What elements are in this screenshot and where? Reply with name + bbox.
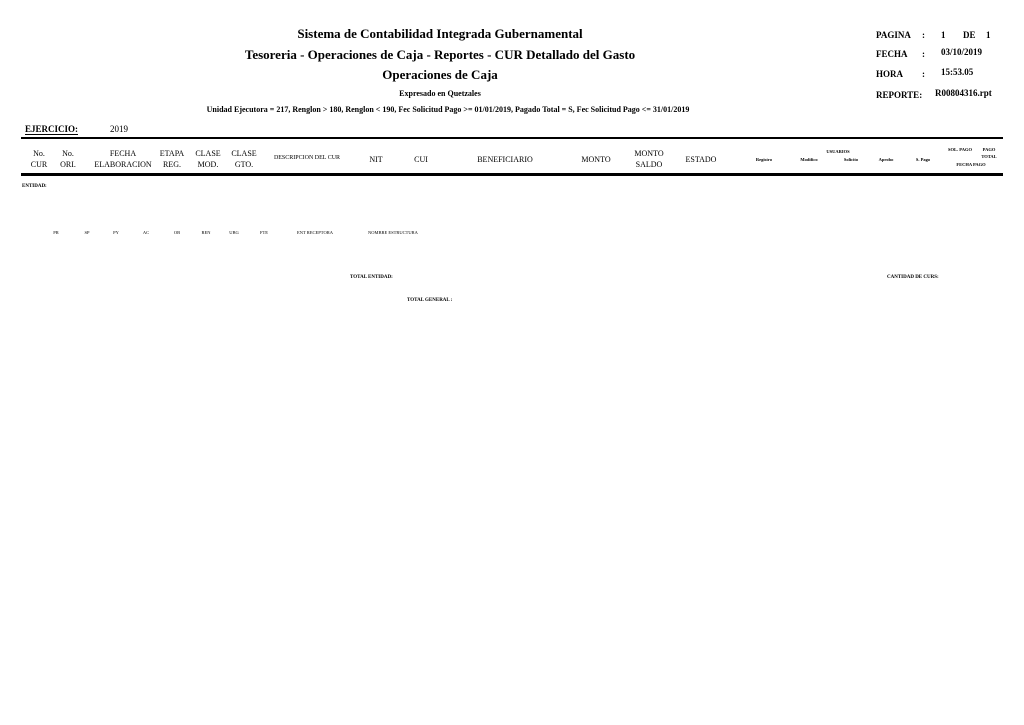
sub-col-fte: FTE xyxy=(259,230,269,235)
col-beneficiario: BENEFICIARIO xyxy=(477,155,533,164)
col-no-cur: No. CUR xyxy=(30,149,48,169)
col-s-pago: S. Pago xyxy=(915,157,931,162)
report-filter: Unidad Ejecutora = 217, Renglon > 180, Renglon < 190, Fec Solicitud Pago >= 01/01/2019, Pagado Total = S, Fec Solicitud Pago <= 31/01/2019 xyxy=(206,105,690,114)
sub-col-ent-receptora: ENT RECEPTORA xyxy=(297,230,333,235)
col-usuarios: USUARIOS xyxy=(826,149,850,154)
sub-col-ob: OB xyxy=(173,230,181,235)
sub-col-ubg: UBG xyxy=(229,230,239,235)
col-nit: NIT xyxy=(369,155,383,164)
col-no-ori: No. ORI. xyxy=(60,149,76,169)
currency-note: Expresado en Quetzales xyxy=(399,89,481,98)
de-label: DE xyxy=(963,30,976,40)
col-registro: Registro xyxy=(755,157,773,162)
col-clase-gto: CLASE GTO. xyxy=(231,149,257,169)
report-subtitle: Tesoreria - Operaciones de Caja - Reportes - CUR Detallado del Gasto xyxy=(244,47,636,62)
sub-col-ac: AC xyxy=(142,230,150,235)
col-clase-mod: CLASE MOD. xyxy=(195,149,221,169)
de-value: 1 xyxy=(986,30,991,40)
col-etapa-reg: ETAPA REG. xyxy=(159,149,185,169)
col-aprobo: Aprobo xyxy=(878,157,894,162)
hora-value: 15:53.05 xyxy=(941,67,974,77)
col-estado: ESTADO xyxy=(685,155,717,164)
report-section: Operaciones de Caja xyxy=(382,67,498,82)
fecha-label: FECHA xyxy=(876,49,908,59)
col-fecha-pago: FECHA PAGO xyxy=(956,162,986,167)
header-bottom-rule xyxy=(21,173,1003,176)
entidad-label: ENTIDAD: xyxy=(22,184,47,189)
hora-label: HORA xyxy=(876,69,903,79)
col-solicito: Solicito xyxy=(843,157,859,162)
sub-col-ren: REN xyxy=(201,230,211,235)
header-top-rule xyxy=(21,137,1003,139)
pagina-label: PAGINA xyxy=(876,30,911,40)
col-sol-pago: SOL. PAGO xyxy=(948,147,972,152)
col-monto-saldo: MONTO SALDO xyxy=(634,149,664,169)
reporte-value: R00804316.rpt xyxy=(935,88,992,98)
col-cui: CUI xyxy=(414,155,428,164)
hora-colon: : xyxy=(922,69,925,79)
pagina-colon: : xyxy=(922,30,925,40)
reporte-label: REPORTE: xyxy=(876,90,923,100)
fecha-colon: : xyxy=(922,49,925,59)
col-fecha-elaboracion: FECHA ELABORACION xyxy=(94,149,152,169)
cantidad-curs-label: CANTIDAD DE CURS: xyxy=(887,275,939,280)
col-pago: PAGO xyxy=(982,147,996,152)
sub-col-py: PY xyxy=(113,230,119,235)
sub-col-sp: SP xyxy=(84,230,90,235)
ejercicio-value: 2019 xyxy=(110,124,128,134)
fecha-value: 03/10/2019 xyxy=(941,47,983,57)
ejercicio-label: EJERCICIO: xyxy=(25,124,79,134)
col-total: TOTAL xyxy=(981,154,997,159)
col-monto: MONTO xyxy=(581,155,611,164)
total-general-label: TOTAL GENERAL : xyxy=(407,298,453,303)
col-modifico: Modifico xyxy=(800,157,818,162)
sub-col-pr: PR xyxy=(53,230,59,235)
col-descripcion: DESCRIPCION DEL CUR xyxy=(273,155,341,161)
sub-col-nombre-estructura: NOMBRE ESTRUCTURA xyxy=(368,230,418,235)
pagina-value: 1 xyxy=(941,30,946,40)
report-title: Sistema de Contabilidad Integrada Gubernamental xyxy=(297,26,583,41)
total-entidad-label: TOTAL ENTIDAD: xyxy=(350,275,393,280)
